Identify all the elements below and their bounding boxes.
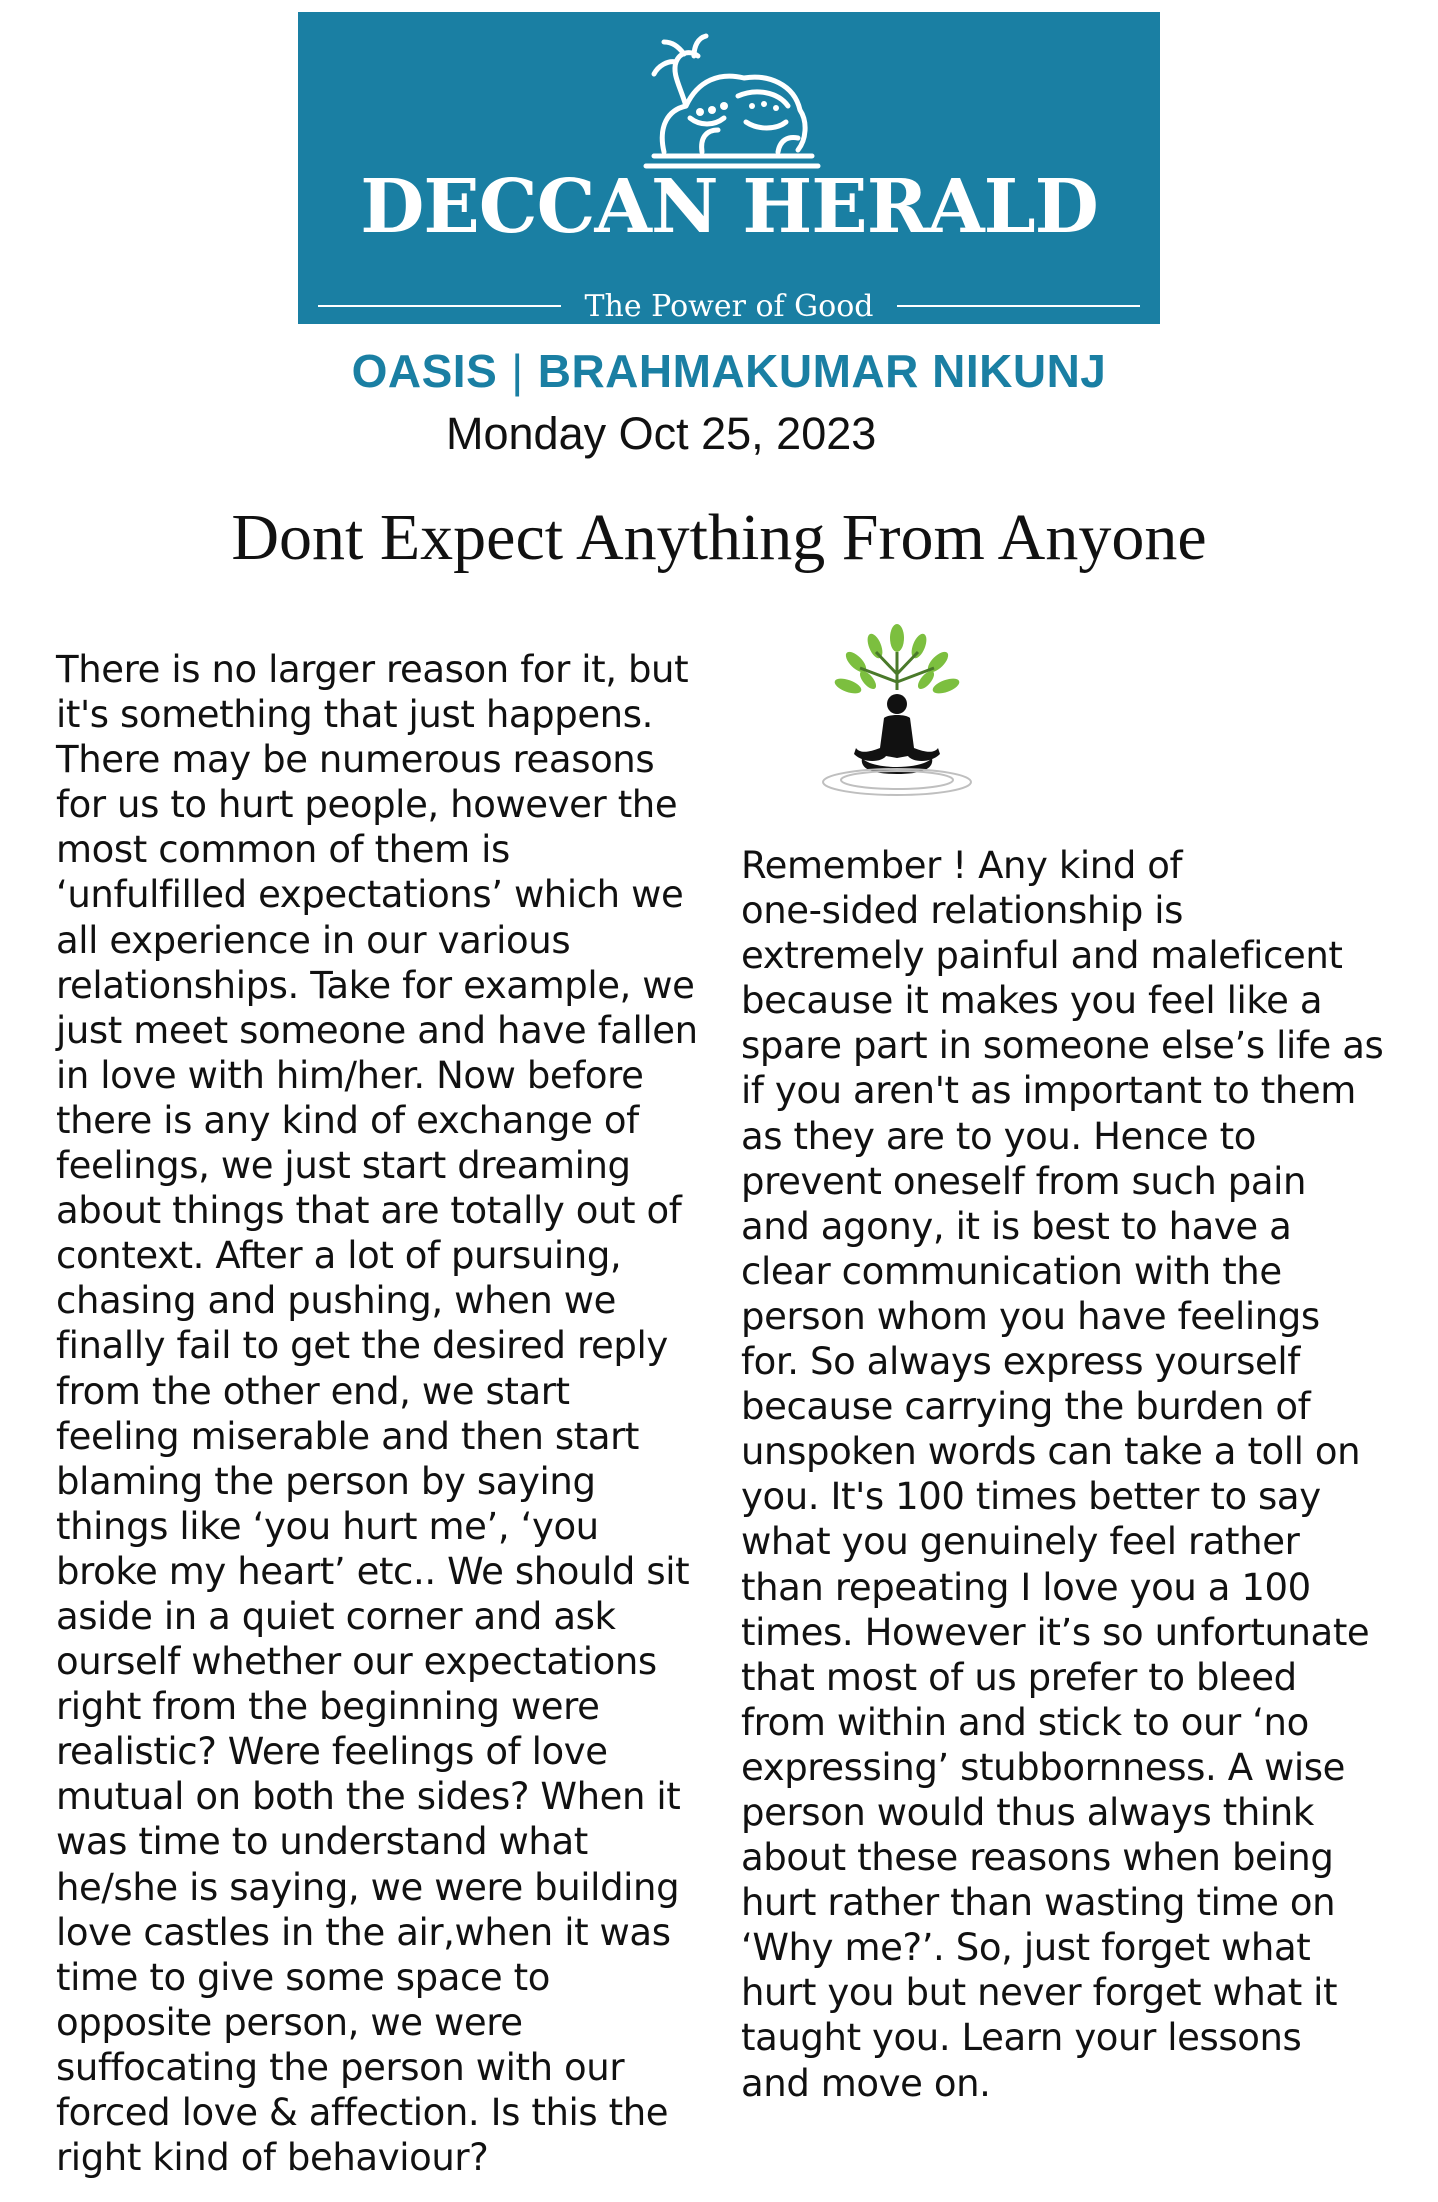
- column-separator: |: [511, 345, 524, 397]
- tagline: The Power of Good: [584, 288, 874, 324]
- text-line: ourself whether our expectations: [56, 1640, 657, 1684]
- meditation-tree-icon: [812, 622, 982, 812]
- column-section: OASIS: [351, 345, 498, 397]
- text-line: time to give some space to: [56, 1955, 550, 1999]
- text-line: for us to hurt people, however the: [56, 783, 678, 827]
- text-line: what you genuinely feel rather: [741, 1520, 1300, 1564]
- text-line: relationships. Take for example, we: [56, 963, 695, 1007]
- text-line: finally fail to get the desired reply: [56, 1324, 668, 1368]
- text-line: aside in a quiet corner and ask: [56, 1594, 616, 1638]
- text-line: most common of them is: [56, 828, 510, 872]
- text-line: about things that are totally out of: [56, 1189, 682, 1233]
- text-line: it's something that just happens.: [56, 693, 653, 737]
- text-line: from within and stick to our ‘no: [741, 1700, 1309, 1744]
- text-line: you. It's 100 times better to say: [741, 1475, 1321, 1519]
- text-line: clear communication with the: [741, 1249, 1282, 1293]
- article-headline: Dont Expect Anything From Anyone: [231, 501, 1207, 574]
- column-byline: [298, 344, 1160, 398]
- text-line: taught you. Learn your lessons: [741, 2016, 1302, 2060]
- text-line: broke my heart’ etc.. We should sit: [56, 1549, 690, 1593]
- text-line: love castles in the air,when it was: [56, 1910, 671, 1954]
- text-line: as they are to you. Hence to: [741, 1114, 1256, 1158]
- text-line: forced love & affection. Is this the: [56, 2091, 669, 2134]
- text-line: all experience in our various: [56, 918, 571, 962]
- text-line: hurt rather than wasting time on: [741, 1881, 1336, 1925]
- text-line: about these reasons when being: [741, 1836, 1334, 1880]
- text-line: hurt you but never forget what it: [741, 1971, 1338, 2015]
- tagline-rule-left: [318, 305, 561, 307]
- text-line: just meet someone and have fallen: [56, 1008, 698, 1052]
- text-line: was time to understand what: [56, 1820, 588, 1864]
- text-line: one-sided relationship is: [741, 889, 1184, 933]
- nandi-bull-logo: [628, 26, 832, 176]
- article-column-left: [56, 647, 698, 2180]
- text-line: he/she is saying, we were building: [56, 1865, 680, 1909]
- masthead: [298, 12, 1160, 324]
- text-line: from the other end, we start: [56, 1369, 570, 1413]
- text-line: there is any kind of exchange of: [56, 1098, 639, 1142]
- paper-name: DECCAN HERALD: [360, 164, 1098, 250]
- text-line: context. After a lot of pursuing,: [56, 1234, 622, 1278]
- text-line: if you aren't as important to them: [741, 1069, 1356, 1113]
- text-line: unspoken words can take a toll on: [741, 1430, 1361, 1474]
- text-line: chasing and pushing, when we: [56, 1279, 617, 1323]
- text-line: than repeating I love you a 100: [741, 1565, 1311, 1609]
- text-line: opposite person, we were: [56, 2000, 523, 2044]
- text-line: realistic? Were feelings of love: [56, 1730, 608, 1774]
- tagline-rule-right: [897, 305, 1140, 307]
- text-line: blaming the person by saying: [56, 1459, 596, 1503]
- text-line: There may be numerous reasons: [56, 738, 655, 782]
- text-line: expressing’ stubbornness. A wise: [741, 1745, 1345, 1789]
- text-line: extremely painful and maleficent: [741, 934, 1343, 978]
- text-line: things like ‘you hurt me’, ‘you: [56, 1504, 599, 1548]
- text-line: Remember ! Any kind of: [741, 844, 1183, 887]
- text-line: spare part in someone else’s life as: [741, 1024, 1384, 1068]
- text-line: for. So always express yourself: [741, 1340, 1300, 1384]
- text-line: feelings, we just start dreaming: [56, 1144, 631, 1188]
- text-line: and move on.: [741, 2061, 991, 2105]
- column-author: BRAHMAKUMAR NIKUNJ: [537, 345, 1107, 397]
- article-column-right: [741, 843, 1383, 2106]
- text-line: right kind of behaviour?: [56, 2136, 489, 2180]
- text-line: mutual on both the sides? When it: [56, 1775, 681, 1819]
- text-line: ‘unfulfilled expectations’ which we: [56, 873, 684, 917]
- text-line: ‘Why me?’. So, just forget what: [741, 1926, 1311, 1970]
- text-line: and agony, it is best to have a: [741, 1204, 1292, 1248]
- text-line: person whom you have feelings: [741, 1294, 1320, 1338]
- text-line: that most of us prefer to bleed: [741, 1655, 1297, 1699]
- text-line: feeling miserable and then start: [56, 1414, 640, 1458]
- text-line: prevent oneself from such pain: [741, 1159, 1307, 1203]
- text-line: because carrying the burden of: [741, 1385, 1311, 1429]
- text-line: in love with him/her. Now before: [56, 1053, 644, 1097]
- text-line: right from the beginning were: [56, 1685, 600, 1729]
- text-line: person would thus always think: [741, 1790, 1314, 1834]
- text-line: There is no larger reason for it, but: [56, 648, 689, 691]
- tagline-row: [318, 286, 1140, 326]
- publication-date: Monday Oct 25, 2023: [446, 408, 877, 459]
- text-line: because it makes you feel like a: [741, 979, 1323, 1023]
- text-line: suffocating the person with our: [56, 2045, 625, 2089]
- text-line: times. However it’s so unfortunate: [741, 1610, 1370, 1654]
